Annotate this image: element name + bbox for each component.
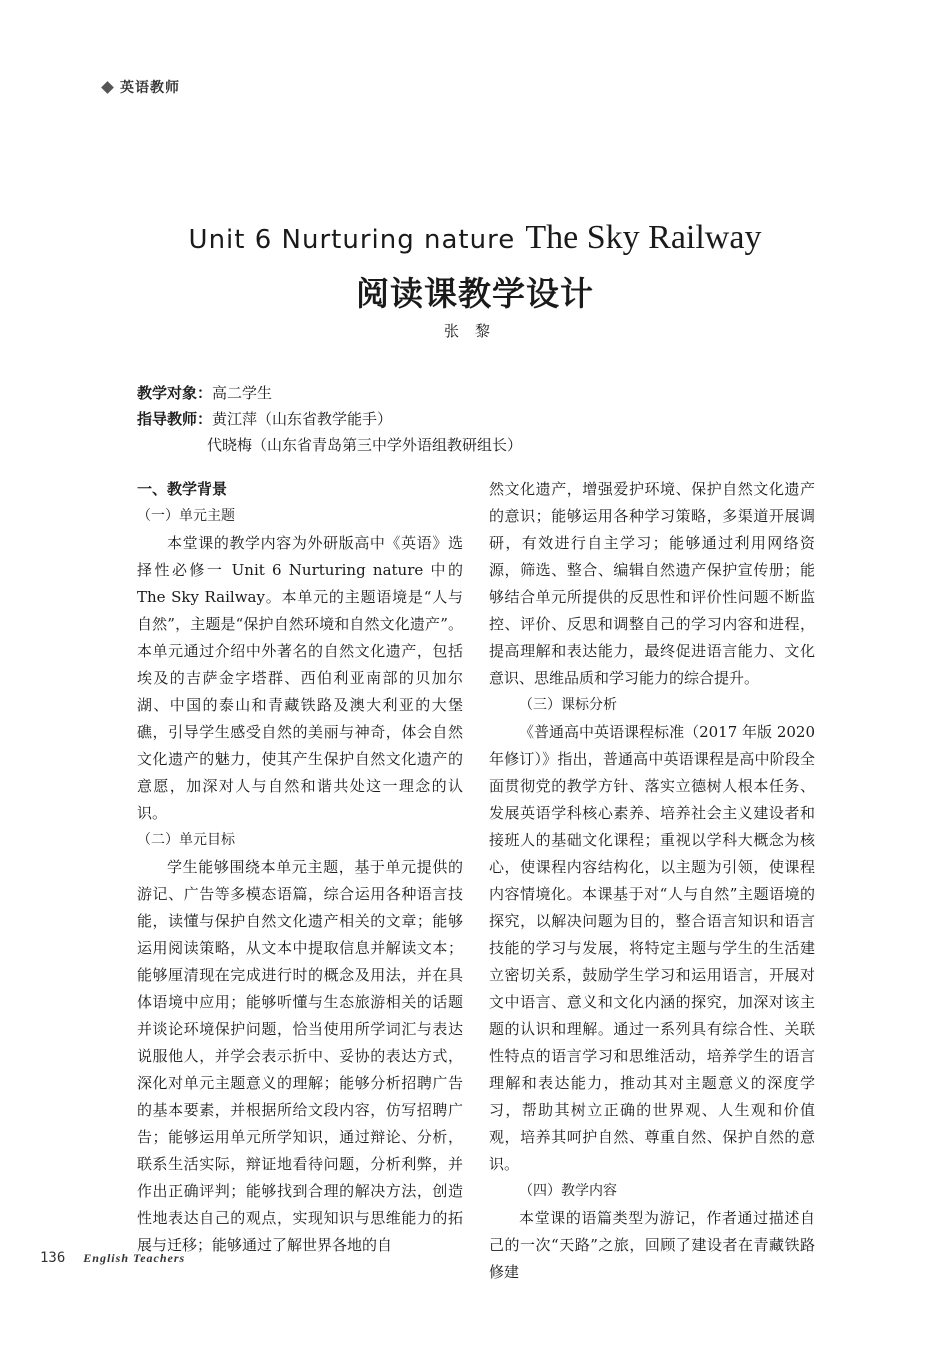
- author: 张黎: [443, 322, 506, 340]
- heading-standard: （三）课标分析: [519, 697, 617, 713]
- page-number: 136: [40, 1250, 66, 1266]
- left-column: [137, 476, 463, 1259]
- meta-target-value: 高二学生: [212, 384, 273, 402]
- heading-unit-goal: （二）单元目标: [137, 832, 235, 848]
- meta-teacher-2-row: [207, 434, 522, 455]
- diamond-icon: [101, 81, 114, 94]
- meta-teacher-2: 代晓梅（山东省青岛第三中学外语组教研组长）: [207, 436, 523, 454]
- paragraph-content: 本堂课的语篇类型为游记，作者通过描述自己的一次“天路”之旅，回顾了建设者在青藏铁路修建: [489, 1209, 815, 1281]
- right-column: [489, 476, 815, 1286]
- meta-teacher-1: 黄江萍（山东省教学能手）: [212, 410, 393, 428]
- article-title-zh: 阅读课教学设计: [356, 274, 594, 313]
- paragraph-goal-continued: 然文化遗产，增强爱护环境、保护自然文化遗产的意识；能够运用各种学习策略，多渠道开展调研，有效进行自主学习；能够通过利用网络资源，筛选、整合、编辑自然遗产保护宣传册；能够结合单元所提供的反思性和评价性问题不断监控、评价、反思和调整自己的学习内容和进程，提高理解和表达能力，最终促进语言能力、文化意识、思维品质和学习能力的综合提升。: [489, 480, 815, 687]
- page-footer: [40, 1250, 185, 1266]
- meta-target: [137, 382, 272, 403]
- meta-teacher: [137, 408, 392, 429]
- title-lesson: The Sky Railway: [525, 219, 762, 256]
- article-title-en: [0, 218, 950, 257]
- heading-unit-theme: （一）单元主题: [137, 508, 235, 524]
- paragraph-standard: 《普通高中英语课程标准（2017 年版 2020 年修订）》指出，普通高中英语课程是高中阶段全面贯彻党的教学方针、落实立德树人根本任务、发展英语学科核心素养、培养社会主义建设者和接班人的基础文化课程；重视以学科大概念为核心，使课程内容结构化，以主题为引领，使课程内容情境化。本课基于对“人与自然”主题语境的探究，以解决问题为目的，整合语言知识和语言技能的学习与发展，将特定主题与学生的生活建立密切关系，鼓励学生学习和运用语言，开展对文中语言、意义和文化内涵的探究，加深对该主题的认识和理解。通过一系列具有综合性、关联性特点的语言学习和思维活动，培养学生的语言理解和表达能力，推动其对主题意义的深度学习，帮助其树立正确的世界观、人生观和价值观，培养其呵护自然、尊重自然、保护自然的意识。: [489, 723, 815, 1173]
- paragraph-unit-theme: 本堂课的教学内容为外研版高中《英语》选择性必修一 Unit 6 Nurturing nature 中的 The Sky Railway。本单元的主题语境是“人与自然”，主题是“保护自然环境和自然文化遗产”。本单元通过介绍中外著名的自然文化遗产，包括埃及的吉萨金字塔群、西伯利亚南部的贝加尔湖、中国的泰山和青藏铁路及澳大利亚的大堡礁，引导学生感受自然的美丽与神奇，体会自然文化遗产的魅力，使其产生保护自然文化遗产的意愿，加深对人与自然和谐共处这一理念的认识。: [137, 534, 463, 822]
- heading-background: 一、教学背景: [137, 480, 228, 498]
- section-label: 英语教师: [120, 80, 180, 96]
- title-unit: Unit 6 Nurturing nature: [188, 225, 516, 255]
- section-header: [103, 77, 180, 97]
- meta-teacher-label: 指导教师：: [137, 410, 213, 428]
- journal-name: English Teachers: [83, 1251, 186, 1265]
- paragraph-unit-goal: 学生能够围绕本单元主题，基于单元提供的游记、广告等多模态语篇，综合运用各种语言技能，读懂与保护自然文化遗产相关的文章；能够运用阅读策略，从文本中提取信息并解读文本；能够厘清现在完成进行时的概念及用法，并在具体语境中应用；能够听懂与生态旅游相关的话题并谈论环境保护问题，恰当使用所学词汇与表达说服他人，并学会表示折中、妥协的表达方式，深化对单元主题意义的理解；能够分析招聘广告的基本要素，并根据所给文段内容，仿写招聘广告；能够运用单元所学知识，通过辩论、分析，联系生活实际，辩证地看待问题，分析利弊，并作出正确评判；能够找到合理的解决方法，创造性地表达自己的观点，实现知识与思维能力的拓展与迁移；能够通过了解世界各地的自: [137, 858, 463, 1254]
- meta-target-label: 教学对象：: [137, 384, 213, 402]
- heading-content: （四）教学内容: [519, 1183, 617, 1199]
